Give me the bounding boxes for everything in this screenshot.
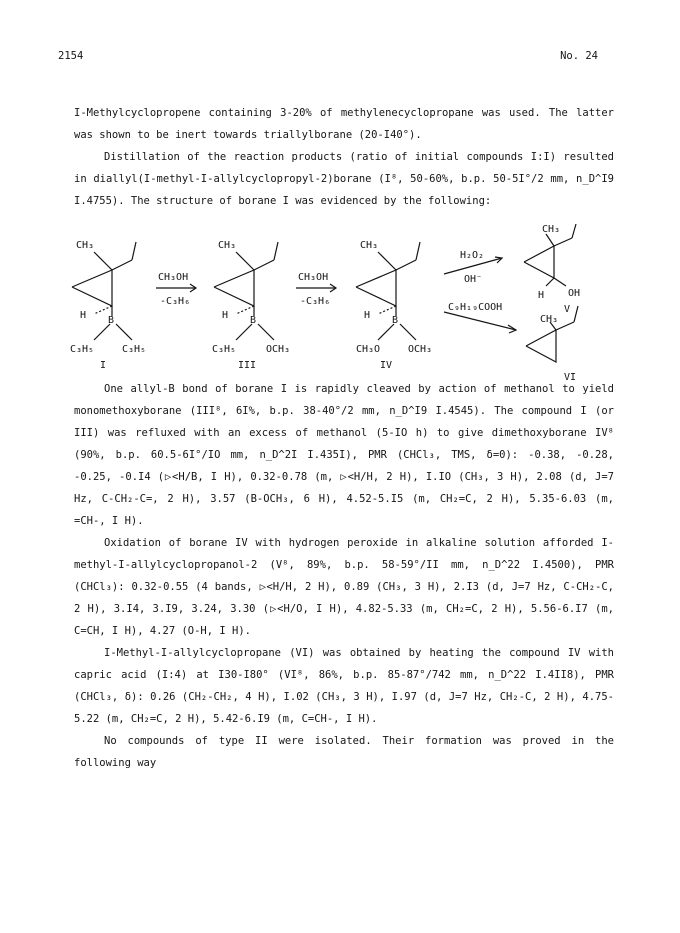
reagent-label: C₉H₁₉COOH [448,302,503,313]
compound-III-structure [212,240,290,371]
base-label: OH⁻ [464,274,483,285]
methyl-label: CH₃ [540,314,559,325]
paragraph: I-Methyl-I-allylcyclopropane (VI) was obtained by heating the compound IV with capric acid (I:4) at I30-I80° (VI⁸, 86%, b.p. 85-87°/742 mm, n_D^22 I.4II8), PMR (CHCl₃, δ): 0.26 (CH₂-CH₂, 4 H), I.02 (CH₃, 3 H), I.97 (d, J=7 Hz, CH₂-C, 2 H), 4.75-5.22 (m, CH₂=C, 2 H), 5.42-6.I9 (m, C=CH-, I H). [74,647,614,725]
issue-number: No. 24 [560,50,598,62]
methoxy-label: OCH₃ [408,344,433,355]
compound-id: IV [380,360,393,371]
boron-label: B [108,315,115,326]
hydrogen-label: H [538,290,545,301]
reagent-label: CH₃OH [158,272,189,283]
boron-label: B [392,315,399,326]
paragraph: Distillation of the reaction products (ratio of initial compounds I:I) resulted in diallyl(I-methyl-I-allylcyclopropyl-2)borane (I⁸, 50-60%, b.p. 50-5I°/2 mm, n_D^I9 I.4755). The structure of borane I was evidenced by the following: [74,151,614,207]
byproduct-label: -C₃H₆ [300,296,331,307]
paragraph: One allyl-B bond of borane I is rapidly cleaved by action of methanol to yield monomethoxyborane (III⁸, 6I%, b.p. 38-40°/2 mm, n_D^I9 I.4545). The compound I (or III) was refluxed with an excess of methanol (5-IO h) to give dimethoxyborane IV⁸ (90%, b.p. 60.5-6I°/IO mm, n_D^2I I.435I), PMR (CHCl₃, TMS, δ=0): -0.38, -0.28, -0.25, -0.I4 (▷<H/B, I H), 0.32-0.78 (m, ▷<H/H, 2 H), I.IO (CH₃, 3 H), 2.08 (d, J=7 Hz, C-CH₂-C=, 2 H), 3.57 (B-OCH₃, 6 H), 4.52-5.I5 (m, CH₂=C, 2 H), 5.35-6.03 (m, =CH-, I H). [74,383,614,527]
reaction-arrow [156,272,196,307]
page-number: 2154 [58,50,84,62]
paragraph: Oxidation of borane IV with hydrogen peroxide in alkaline solution afforded I-methyl-I-allylcyclopropanol-2 (V⁸, 89%, b.p. 58-59°/II mm, n_D^22 I.4500), PMR (CHCl₃): 0.32-0.55 (4 bands, ▷<H/H, 2 H), 0.89 (CH₃, 3 H), 2.I3 (d, J=7 Hz, C-CH₂-C, 2 H), 3.I4, 3.I9, 3.24, 3.30 (▷<H/O, I H), 4.82-5.33 (m, CH₂=C, 2 H), 5.56-6.I7 (m, C=CH, I H), 4.27 (O-H, I H). [74,537,614,637]
allyl-label: C₃H₅ [212,344,237,355]
compound-IV-structure [356,240,432,371]
methoxy-label: OCH₃ [266,344,291,355]
hydrogen-label: H [222,310,229,321]
reagent-label: CH₃OH [298,272,329,283]
compound-V-structure [524,224,580,315]
body-text [74,378,614,774]
hydrogen-label: H [80,310,87,321]
methyl-label: CH₃ [360,240,379,251]
compound-id: III [238,360,257,371]
compound-id: I [100,360,107,371]
intro-text [74,102,614,212]
reaction-arrow [444,302,516,333]
methyl-label: CH₃ [542,224,561,235]
paragraph: No compounds of type II were isolated. Their formation was proved in the following way [74,735,614,769]
reaction-scheme [64,222,624,382]
methyl-label: CH₃ [218,240,237,251]
hydrogen-label: H [364,310,371,321]
reagent-label: H₂O₂ [460,250,485,261]
byproduct-label: -C₃H₆ [160,296,191,307]
boron-label: B [250,315,257,326]
compound-id: V [564,304,571,315]
compound-I-structure [70,240,146,371]
allyl-label: C₃H₅ [70,344,95,355]
paragraph: I-Methylcyclopropene containing 3-20% of methylenecyclopropane was used. The latter was shown to be inert towards triallylborane (20-I40°). [74,107,614,141]
reaction-scheme-drawing [64,222,624,382]
reaction-arrow [296,272,336,307]
methoxy-label: CH₃O [356,344,381,355]
compound-id: VI [564,372,577,382]
reaction-arrow [444,250,502,285]
hydroxyl-label: OH [568,288,581,299]
compound-VI-structure [526,306,578,382]
methyl-label: CH₃ [76,240,95,251]
allyl-label: C₃H₅ [122,344,147,355]
